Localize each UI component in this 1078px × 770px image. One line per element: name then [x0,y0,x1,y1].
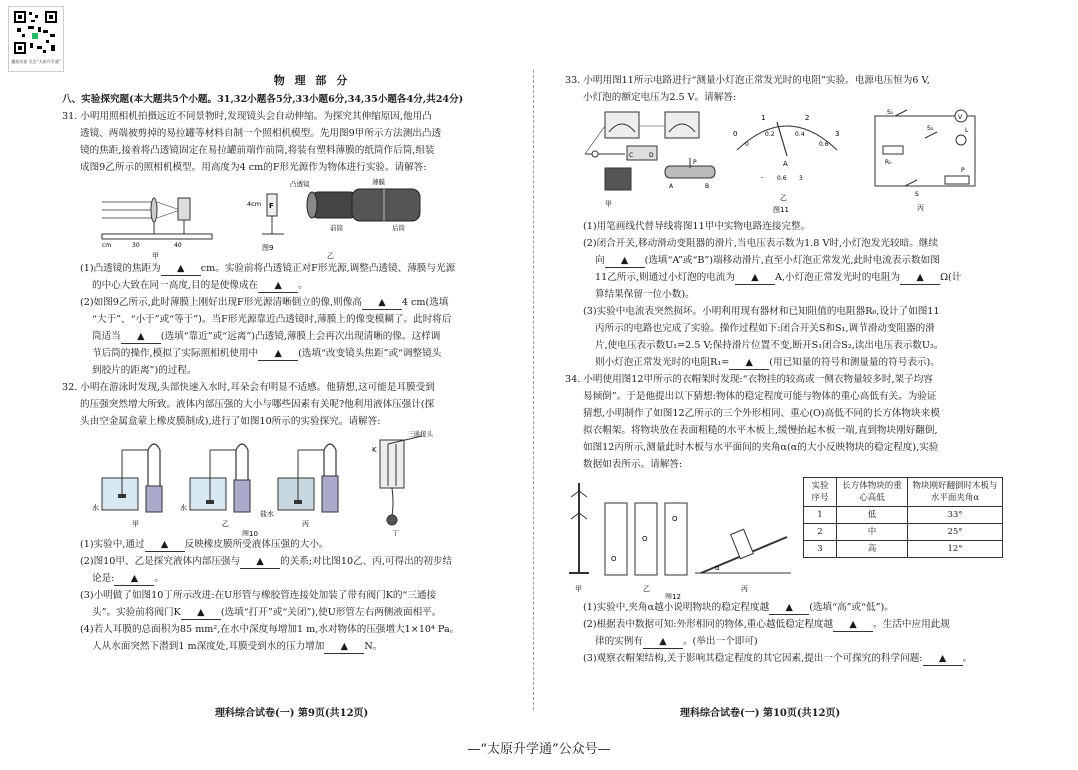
q31-sub-2b: “大于”、“小于”或“等于”)。当F形光源靠近凸透镜时,薄膜上的像变模糊了。此时将后 [92,314,452,325]
q34-sub-2a [565,616,1005,633]
q31-s2-text-d: (选填“靠近”或“远离”)凸透镜,薄膜上会再次出现清晰的像。这样调 [160,331,441,342]
fig10-beaker-c [260,444,338,528]
answer-blank[interactable]: ▲ [735,271,775,285]
q34-sub-1 [565,599,1005,616]
table-cell: 低 [837,507,908,524]
question-32 [62,379,532,655]
q33-s2-text-d: A,小灯泡正常发光时的电阻为 [774,272,901,283]
table-cell: 高 [837,541,908,558]
answer-blank[interactable]: ▲ [833,618,873,632]
q31-s1-text-a: (1)凸透镜的焦距为 [80,263,161,274]
fig9-front-label: 前筒 [330,224,343,232]
fig11-tick-0: 0 [733,130,738,138]
table-cell: 25° [908,524,1003,541]
table-header-row [804,478,1003,507]
figure-11 [565,106,1005,218]
q32-sub-4b [62,638,532,655]
q34-sub-3 [565,650,1005,667]
q32-s3-text-a: 头”。实验前将阀门K [92,607,181,618]
fig12-label-a: 甲 [575,585,582,593]
fig11-sub-04: 0.4 [795,131,805,138]
fig11-caption: 图11 [773,206,789,214]
q31-s1-text-b: cm。实验前将凸透镜正对F形光源,调整凸透镜、薄膜与光源 [200,263,456,274]
q31-s2-text-a: (2)如图9乙所示,此时薄膜上刚好出现F形光源清晰倒立的像,则像高 [80,297,362,308]
qr-caption: 播放试卷 关注“太原升学通” [11,59,61,64]
fig10-tee-label: 三通接头 [407,430,433,438]
q32-s2-text-a: (2)图10甲、乙是探究液体内部压强与 [80,556,241,567]
fig11-l-label: L [965,127,969,134]
fig9-label-a: 甲 [152,252,159,260]
q34-stem-6: 数据如表所示。请解答: [583,459,683,470]
table-row [804,524,1003,541]
fig9-tick-40: 40 [174,242,182,249]
fig12-label-c: 丙 [741,585,748,593]
fig11-p-label: P [693,159,697,166]
q33-sub-2d: 算结果保留一位小数)。 [595,289,695,300]
answer-blank[interactable]: ▲ [240,555,280,569]
q33-sub-3c: 片,使电压表示数U₁=2.5 V;保持滑片位置不变,断开S₁闭合S₂,读出电压表示数U₂。 [595,340,944,351]
q33-sub-3b: 丙所示的电路也完成了实验。操作过程如下:闭合开关S和S₁,调节滑动变阻器的滑 [595,323,935,334]
qr-code-icon [13,10,58,55]
figure-12 [565,473,1005,599]
q32-sub-4a: (4)若人耳膜的总面积为85 mm²,在水中深度每增加1 m,水对物体的压强增大1×10⁴ Pa。 [80,624,460,635]
answer-blank[interactable]: ▲ [114,572,154,586]
table-cell: 33° [908,507,1003,524]
q34-s1-text-a: (1)实验中,夹角α越小说明物块的稳定程度越 [583,602,770,613]
q33-s3-text-b: (用已知量的符号和测量量的符号表示)。 [769,357,940,368]
q33-sub-3a: (3)实验中电流表突然损坏。小明利用现有器材和已知阻值的电阻器R₀,设计了如图11 [583,306,940,317]
q32-s3-text-b: (选填“打开”或“关闭”),使U形管左右两侧液面相平。 [220,607,442,618]
q33-stem-2: 小灯泡的额定电压为2.5 V。请解答: [583,92,737,103]
q31-stem-3: 镜的焦距,接着将凸透镜固定在易拉罐前端作前筒,将装有塑料薄膜的纸筒作后筒,组装 [80,145,435,156]
q33-sub-1: (1)用笔画线代替导线将图11甲中实物电路连接完整。 [583,221,811,232]
answer-blank[interactable]: ▲ [258,347,298,361]
q32-s2-text-c: 论是: [92,573,115,584]
q34-stem-4: 拟衣帽架。将物块放在表面粗糙的水平木板上,缓慢抬起木板一端,直到物块刚好翻倒, [583,425,938,436]
fig9-label-b: 乙 [327,252,334,260]
q31-sub-2d [62,345,532,362]
q32-s4-text-a: 人从水面突然下潜到1 m深度处,耳膜受到水的压力增加 [92,641,325,652]
right-footer: 理科综合试卷(一) 第10页(共12页) [680,708,841,719]
q32-sub-3b [62,604,532,621]
q32-sub-2b [62,570,532,587]
fig11-sub-06: 0.6 [819,141,829,148]
fig11-sub-0: 0 [745,141,749,148]
left-page [62,72,532,655]
qr-code [8,6,64,72]
q32-sub-3a: (3)小明做了如图10丁所示改进:在U形管与橡胶管连接处加装了带有阀门K的“三通接 [80,590,437,601]
q31-s2-text-c: 筒适当 [92,331,121,342]
q31-s2-text-b: 4 cm(选填 [401,297,449,308]
fig10-water-1: 水 [92,504,99,512]
answer-blank[interactable]: ▲ [324,640,364,654]
q34-stem-2: 易倾倒”。于是他提出以下猜想:物体的稳定程度可能与物体的重心高低有关。为验证 [583,391,937,402]
fig11-d-label: D [649,152,654,159]
column-divider [533,70,534,710]
q33-s3-text-a: 则小灯泡正常发光时的电阻R₁= [595,357,730,368]
answer-blank[interactable]: ▲ [181,606,221,620]
fig11-a-label: A [669,183,674,190]
table-row [804,507,1003,524]
fig11-c-schematic [875,109,975,212]
answer-blank[interactable]: ▲ [900,271,940,285]
fig12-label-b: 乙 [643,585,650,593]
q31-sub-2e: 到胶片的距离”)的过程。 [92,365,197,376]
q33-sub-3d [565,354,1005,371]
fig11-tick-3: 3 [835,130,840,138]
fig10-label-b: 乙 [222,520,229,528]
q34-stem-5: 如图12丙所示,测量此时木板与水平面间的夹角α(α的大小反映物块的稳定程度),实验 [583,442,939,453]
q34-s2-text-a: (2)根据表中数据可知:外形相同的物体,重心越低稳定程度越 [583,619,834,630]
fig11-sub-02: 0.2 [765,131,775,138]
answer-blank[interactable]: ▲ [121,330,161,344]
answer-blank[interactable]: ▲ [605,254,645,268]
fig11-label-c: 丙 [917,204,924,212]
fig12-o-high: O [672,515,678,523]
fig11-a-circuit [585,112,715,208]
fig12-alpha: α [715,564,720,572]
fig10-label-a: 甲 [132,520,139,528]
answer-blank[interactable]: ▲ [643,635,683,649]
fig9-f-label: F [269,202,274,210]
section-header: 八、实验探究题(本大题共5个小题。31,32小题各5分,33小题6分,34,35小题各4分,共24分) [62,94,464,105]
question-34 [565,371,1005,667]
fig10-caption: 图10 [242,530,258,536]
fig10-label-d: 丁 [392,530,399,536]
q31-s1-text-d: 。 [298,280,308,291]
table-cell: 12° [908,541,1003,558]
fig9-height-label: 4cm [247,200,262,208]
fig12-coat-rack [569,483,589,593]
fig11-tick-2: 2 [805,114,810,122]
figure-9-svg [62,176,502,260]
fig9-caption: 图9 [262,244,274,252]
fig11-c-label: C [629,152,634,159]
fig11-s2-label: S₂ [927,125,934,132]
fig9-lens-label: 凸透镜 [290,180,310,188]
fig10-salt: 盐水 [260,510,274,518]
table-cell: 1 [804,507,837,524]
table-row [804,541,1003,558]
fig11-term-06: 0.6 [777,175,787,182]
fig9-a-setup [102,198,212,260]
fig9-film-label: 薄膜 [372,178,385,186]
q33-s2-text-a: 向 [595,255,605,266]
fig11-s-label: S [915,191,919,198]
q31-stem-1: 31. 小明用照相机拍摄远近不同景物时,发现镜头会自动伸缩。为探究其伸缩原因,他用凸 [62,111,432,122]
fig12-caption: 图12 [665,593,681,599]
section-title: 物 理 部 分 [273,74,351,87]
fig11-r0-label: R₀ [885,159,892,166]
q34-stem-3: 猜想,小明制作了如图12乙所示的三个外形相同、重心(O)高低不同的长方体物块来模 [583,408,940,419]
table-header: 实验序号 [804,478,837,507]
fig11-p2-label: P [961,167,965,174]
q32-s2-text-b: 的关系;对比图10乙、丙,可得出的初步结 [280,556,453,567]
table-cell: 3 [804,541,837,558]
table-header: 物块刚好翻倒时木板与水平面夹角α [908,478,1003,507]
fig11-unit: A [783,160,788,168]
q31-s2-text-f: (选填“改变镜头焦距”或“调整镜头 [298,348,442,359]
q31-stem-4: 成图9乙所示的照相机模型。用高度为4 cm的F形光源作为物体进行实验。请解答: [80,162,427,173]
q31-s2-text-e: 节后筒的操作,模拟了实际照相机使用中 [92,348,259,359]
figure-11-svg [565,106,1005,218]
answer-blank[interactable]: ▲ [362,296,402,310]
left-footer: 理科综合试卷(一) 第9页(共12页) [215,708,369,719]
question-33 [565,72,1005,371]
q34-s3-text-b: 。 [962,653,973,664]
fig11-tick-1: 1 [761,114,766,122]
q34-sub-2b [565,633,1005,650]
figure-10 [62,430,532,536]
fig11-v-label: V [958,114,963,121]
fig12-o-low: O [611,555,617,563]
q32-s1-text-b: 反映橡皮膜所受液体压强的大小。 [184,539,329,550]
q32-sub-2a [62,553,532,570]
q32-s2-text-d: 。 [154,573,165,584]
data-table [803,477,1003,558]
q33-sub-2b [565,252,1005,269]
fig12-blocks [605,503,687,593]
fig10-k-label: K [372,446,377,454]
figure-10-svg [62,430,502,536]
q34-s2-text-b: 。生活中应用此规 [873,619,950,630]
answer-blank[interactable]: ▲ [769,601,809,615]
fig9-unit: cm [102,242,112,249]
table-header: 长方体物块的重心高低 [837,478,908,507]
right-page [565,72,1005,667]
figure-12-svg [565,473,795,599]
q34-s3-text-a: (3)观察衣帽架结构,关于影响其稳定程度的其它因素,提出一个可探究的科学问题: [583,653,923,664]
q34-s2-text-c: 律的实例有 [595,636,643,647]
fig9-tick-30: 30 [132,242,140,249]
q32-stem-1: 32. 小明在游泳时发现,头部快速入水时,耳朵会有明显不适感。他猜想,这可能是耳膜受到 [62,382,435,393]
table-cell: 中 [837,524,908,541]
answer-blank[interactable]: ▲ [145,538,185,552]
answer-blank[interactable]: ▲ [923,652,963,666]
q33-s2-text-e: Ω(计 [940,272,962,283]
q33-sub-2a: (2)闭合开关,移动滑动变阻器的滑片,当电压表示数为1.8 V时,小灯泡发光较暗。继续 [583,238,938,249]
q31-s1-text-c: 的中心大致在同一高度,目的是使像成在 [92,280,259,291]
q32-sub-1 [62,536,532,553]
bottom-note: —“太原升学通”公众号— [467,742,611,757]
fig10-water-2: 水 [180,504,187,512]
fig10-tee-device [372,430,434,536]
q32-s1-text-a: (1)实验中,通过 [80,539,145,550]
fig10-beaker-a [92,444,162,528]
q33-stem-1: 33. 小明用图11所示电路进行“测量小灯泡正常发光时的电阻”实验。电源电压恒为6 V, [565,75,930,86]
q31-sub-2c [62,328,532,345]
fig11-b-label: B [705,183,710,190]
q33-s2-text-b: (选填“A”或“B”)端移动滑片,直至小灯泡正常发光,此时电流表示数如图 [644,255,940,266]
answer-blank[interactable]: ▲ [258,279,298,293]
fig10-beaker-b [180,444,250,528]
q34-s2-text-d: 。(举出一个即可) [682,636,758,647]
answer-blank[interactable]: ▲ [729,356,769,370]
fig10-label-c: 丙 [302,520,309,528]
question-31 [62,108,532,379]
fig11-term-3: 3 [799,175,803,182]
table-cell: 2 [804,524,837,541]
q34-stem-1: 34. 小明使用图12甲所示的衣帽架时发现:“衣物挂的较高或一侧衣物量较多时,架子均容 [565,374,933,385]
q31-sub-2a [62,294,532,311]
fig12-o-mid: O [642,535,648,543]
q34-s1-text-b: (选填“高”或“低”)。 [809,602,894,613]
q32-stem-3: 头由空金属盒蒙上橡皮膜制成),进行了如图10所示的实验探究。请解答: [80,416,381,427]
q32-s4-text-b: N。 [364,641,383,652]
q33-sub-2c [565,269,1005,286]
q31-sub-1b [62,277,532,294]
fig11-b-ammeter [733,114,839,214]
figure-9 [62,176,532,260]
q31-stem-2: 透镜、两端被剪掉的易拉罐等材料自制一个照相机模型。先用图9甲所示方法测出凸透 [80,128,442,139]
q32-stem-2: 的压强突然增大所致。液体内部压强的大小与哪些因素有关呢?他利用液体压强计(探 [80,399,435,410]
answer-blank[interactable]: ▲ [161,262,201,276]
q31-sub-1a [62,260,532,277]
fig11-label-a: 甲 [605,200,612,208]
fig11-label-b: 乙 [780,194,787,202]
fig11-term-minus: - [761,174,764,182]
q33-s2-text-c: 11乙所示,则通过小灯泡的电流为 [595,272,735,283]
fig11-s1-label: S₁ [887,109,894,116]
fig9-back-label: 后筒 [392,224,405,232]
